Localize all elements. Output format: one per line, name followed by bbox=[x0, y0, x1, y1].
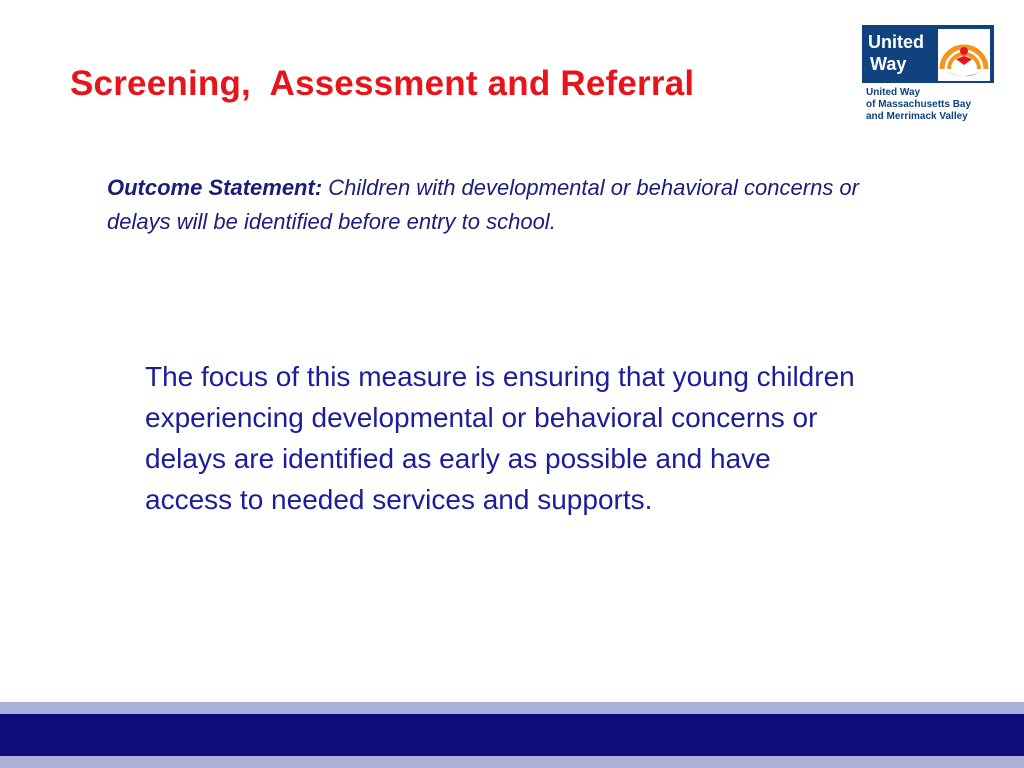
footer-band-dark bbox=[0, 714, 1024, 756]
logo-caption bbox=[862, 87, 992, 123]
rainbow-hand-icon bbox=[938, 29, 990, 81]
logo-box bbox=[862, 25, 994, 83]
footer-band-light bbox=[0, 702, 1024, 714]
outcome-text: Children with developmental or behavioral concerns or delays will be identified before entry to school. bbox=[107, 175, 859, 234]
logo-word-way: Way bbox=[870, 54, 907, 74]
logo-caption-line: of Massachusetts Bay bbox=[866, 99, 972, 110]
logo-caption-line: and Merrimack Valley bbox=[866, 111, 968, 122]
logo-caption-line: United Way bbox=[866, 87, 921, 98]
footer-band-bottom bbox=[0, 756, 1024, 768]
focus-paragraph: The focus of this measure is ensuring that young children experiencing developmental or behavioral concerns or delays are identified as early as possible and have access to needed services and supports. bbox=[145, 361, 855, 515]
outcome-statement bbox=[107, 171, 867, 239]
logo-word-united: United bbox=[868, 32, 924, 52]
outcome-label: Outcome Statement: bbox=[107, 175, 323, 200]
united-way-logo bbox=[862, 25, 992, 123]
slide-title: Screening, Assessment and Referral bbox=[70, 64, 695, 103]
